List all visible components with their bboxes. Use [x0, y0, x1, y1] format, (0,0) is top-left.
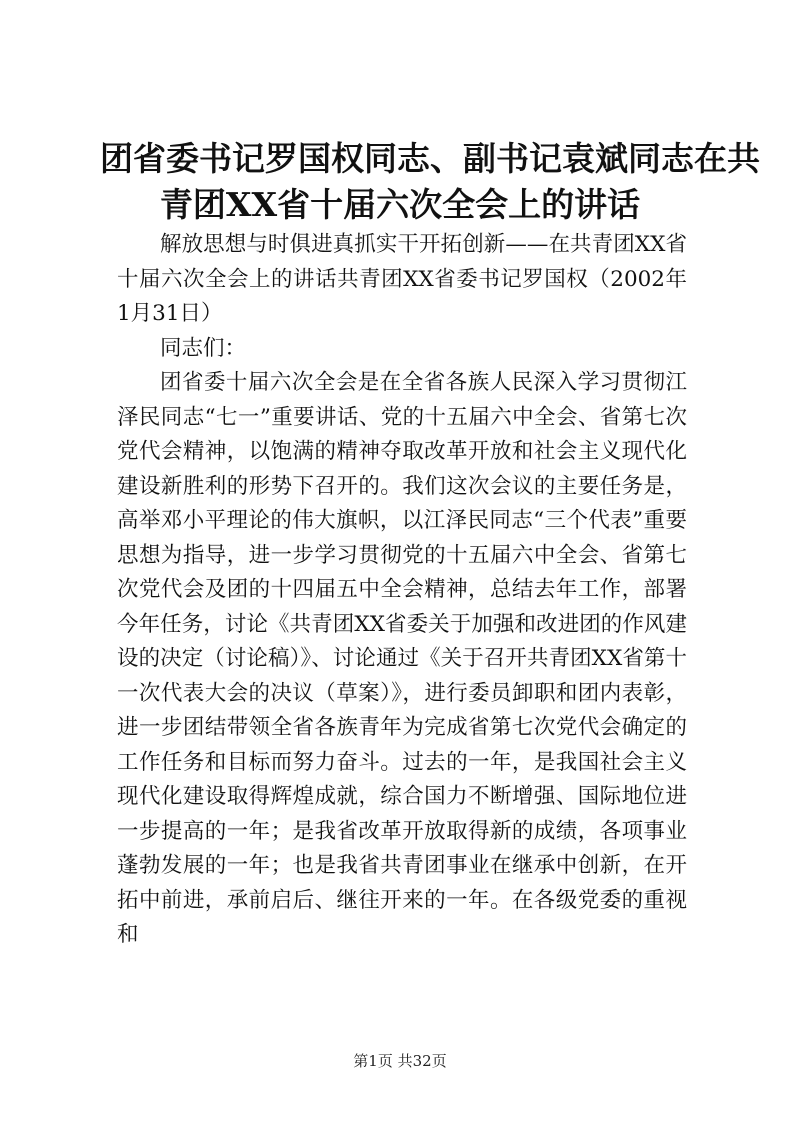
subtitle-paragraph: 解放思想与时俱进真抓实干开拓创新——在共青团XX省十届六次全会上的讲话共青团XX省委书记罗国权（2002年1月31日）: [117, 232, 687, 326]
salutation-paragraph: 同志们：: [160, 335, 247, 361]
document-title: [100, 136, 760, 228]
title-line-1: 团省委书记罗国权同志、副书记袁斌同志在共: [100, 139, 760, 178]
document-body: [117, 228, 687, 953]
page-footer: 第1页 共32页: [353, 1052, 447, 1070]
body-paragraph: 团省委十届六次全会是在全省各族人民深入学习贯彻江泽民同志“七一”重要讲话、党的十五届六中全会、省第七次党代会精神，以饱满的精神夺取改革开放和社会主义现代化建设新胜利的形势下召开的。我们这次会议的主要任务是，高举邓小平理论的伟大旗帜，以江泽民同志“三个代表”重要思想为指导，进一步学习贯彻党的十五届六中全会、省第七次党代会及团的十四届五中全会精神，总结去年工作，部署今年任务，讨论《共青团XX省委关于加强和改进团的作风建设的决定（讨论稿）》、讨论通过《关于召开共青团XX省第十一次代表大会的决议（草案）》，进行委员卸职和团内表彰，进一步团结带领全省各族青年为完成省第七次党代会确定的工作任务和目标而努力奋斗。过去的一年，是我国社会主义现代化建设取得辉煌成就，综合国力不断增强、国际地位进一步提高的一年；是我省改革开放取得新的成绩，各项事业蓬勃发展的一年；也是我省共青团事业在继承中创新，在开拓中前进，承前启后、继往开来的一年。在各级党委的重视和: [117, 370, 687, 947]
title-line-2: 青团XX省十届六次全会上的讲话: [159, 185, 641, 224]
